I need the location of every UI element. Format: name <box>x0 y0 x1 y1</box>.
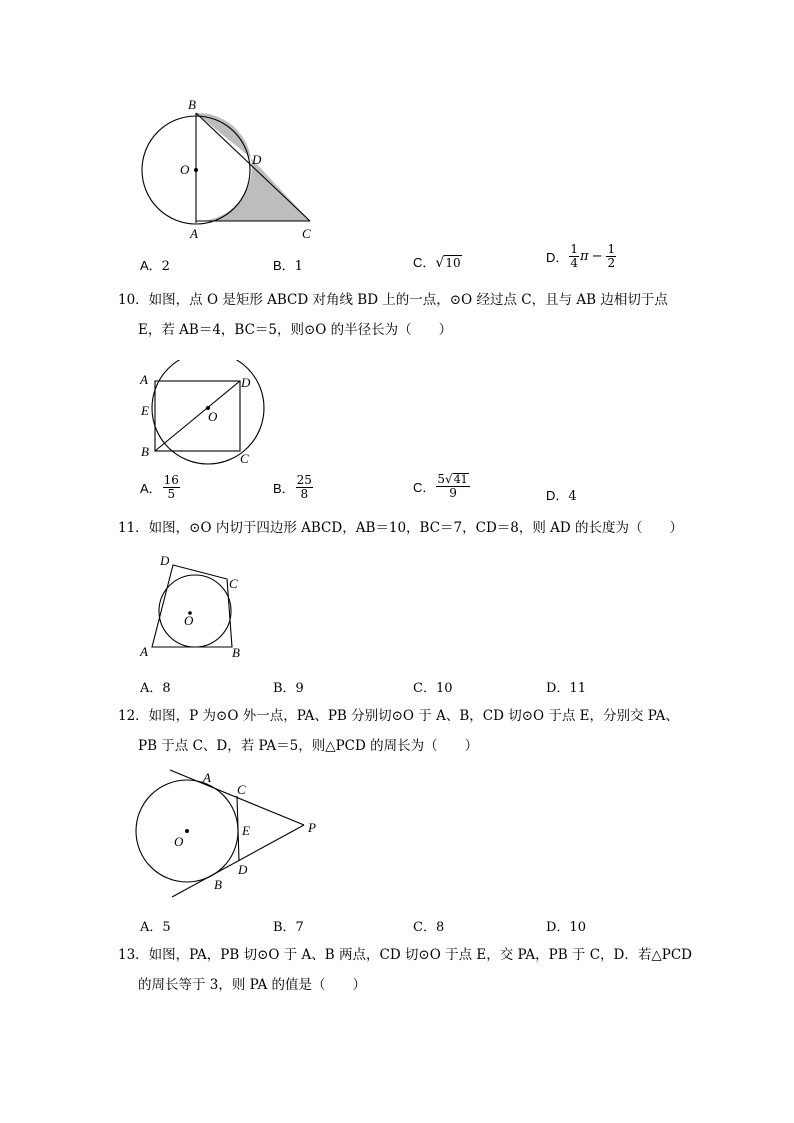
q9-figure <box>130 90 330 250</box>
q12-option-d[interactable]: D．10 <box>546 920 586 935</box>
q10-option-b-frac: $\frac{25}{8}$ <box>296 473 312 501</box>
q11-option-a[interactable]: A．8 <box>140 681 171 696</box>
q12-label-b: B <box>214 877 222 892</box>
q11-option-d[interactable]: D．11 <box>546 681 586 696</box>
q9-option-c[interactable] <box>413 252 462 271</box>
q11-circle <box>159 575 231 647</box>
q11-stem-line1: 11．如图，⊙O 内切于四边形 ABCD，AB＝10，BC＝7，CD＝8，则 AD 的长度为（ ） <box>118 520 684 536</box>
q10-option-c-label: C． <box>413 480 436 495</box>
q10-stem-line2: E，若 AB＝4，BC＝5，则⊙O 的半径长为（ ） <box>138 322 453 338</box>
q12-tangent-cd <box>237 796 239 861</box>
q9-option-d-frac1: $\frac{1}{4}$ <box>570 242 579 270</box>
q9-label-o: O <box>180 162 190 177</box>
q10-label-o: O <box>208 409 218 424</box>
q12-option-c[interactable]: C．8 <box>413 920 445 935</box>
q13-stem-line2: 的周长等于 3，则 PA 的值是（ ） <box>138 977 367 993</box>
q11-option-c[interactable]: C．10 <box>413 681 453 696</box>
q10-diagonal-bd <box>155 381 240 451</box>
q10-option-b-label: B． <box>273 481 295 496</box>
q9-option-d-frac2: $\frac{1}{2}$ <box>607 242 616 270</box>
q10-option-d-value: 4 <box>568 489 577 504</box>
q9-option-c-sqrt: √ 10 <box>435 255 461 271</box>
q10-figure <box>130 360 280 470</box>
q9-option-d-pi: π <box>580 249 589 264</box>
q12-center-dot <box>185 829 189 833</box>
q12-label-d: D <box>238 862 248 877</box>
q10-option-a[interactable] <box>140 474 181 501</box>
q12-option-a[interactable]: A．5 <box>140 920 171 935</box>
q11-label-c: C <box>229 576 238 591</box>
q9-option-b-value: 1 <box>294 259 303 274</box>
q12-label-e: E <box>242 823 250 838</box>
q9-option-d[interactable] <box>546 243 617 270</box>
q12-figure <box>130 765 330 905</box>
q9-option-d-label: D． <box>546 250 569 265</box>
q12-stem-line2: PB 于点 C、D，若 PA＝5，则△PCD 的周长为（ ） <box>138 738 479 754</box>
q9-shaded-segment <box>196 113 251 158</box>
q12-label-c: C <box>237 782 246 797</box>
q9-option-c-radicand: 10 <box>445 256 461 270</box>
q10-option-c-frac: 5 √ 41 9 <box>437 472 468 500</box>
q9-label-a: A <box>190 226 198 241</box>
q10-label-b: B <box>141 444 149 459</box>
q10-option-d[interactable] <box>546 485 577 504</box>
q9-option-b-label: B． <box>273 258 295 273</box>
q10-option-a-label: A． <box>140 481 162 496</box>
q9-option-b[interactable] <box>273 255 303 274</box>
q11-quadrilateral <box>152 565 232 647</box>
q9-label-b: B <box>188 97 196 112</box>
q11-figure <box>130 550 260 665</box>
q9-label-d: D <box>252 152 262 167</box>
q10-label-c: C <box>240 451 249 466</box>
q9-option-d-minus: − <box>591 249 603 264</box>
q12-label-p: P <box>308 820 316 835</box>
q11-label-a: A <box>140 644 148 659</box>
q11-label-o: O <box>184 613 194 628</box>
q10-option-d-label: D． <box>546 488 569 503</box>
q13-stem-line1: 13．如图，PA，PB 切⊙O 于 A、B 两点，CD 切⊙O 于点 E，交 PA，PB 于 C，D．若△PCD <box>118 947 692 963</box>
q10-stem-line1: 10．如图，点 O 是矩形 ABCD 对角线 BD 上的一点，⊙O 经过点 C，且与 AB 边相切于点 <box>118 292 668 308</box>
q10-option-c[interactable] <box>413 473 471 500</box>
q10-label-a: A <box>140 372 148 387</box>
q9-label-c: C <box>302 226 311 241</box>
q9-option-a-label: A． <box>140 258 162 273</box>
q11-option-b[interactable]: B．9 <box>273 681 304 696</box>
q9-center-dot <box>194 168 198 172</box>
q9-option-a[interactable] <box>140 255 170 274</box>
q12-option-b[interactable]: B．7 <box>273 920 304 935</box>
q10-option-b[interactable] <box>273 474 314 501</box>
q12-stem-line1: 12．如图，P 为⊙O 外一点，PA、PB 分别切⊙O 于 A、B，CD 切⊙O 于点 E，分别交 PA、 <box>118 708 679 724</box>
q9-option-a-value: 2 <box>161 259 170 274</box>
q10-label-e: E <box>141 403 149 418</box>
q10-option-a-frac: $\frac{16}{5}$ <box>163 473 179 501</box>
q10-label-d: D <box>241 375 251 390</box>
q12-label-o: O <box>174 834 184 849</box>
q12-label-a: A <box>203 770 211 785</box>
q11-label-b: B <box>232 645 240 660</box>
q9-option-c-label: C． <box>413 255 436 270</box>
q11-label-d: D <box>160 553 170 568</box>
